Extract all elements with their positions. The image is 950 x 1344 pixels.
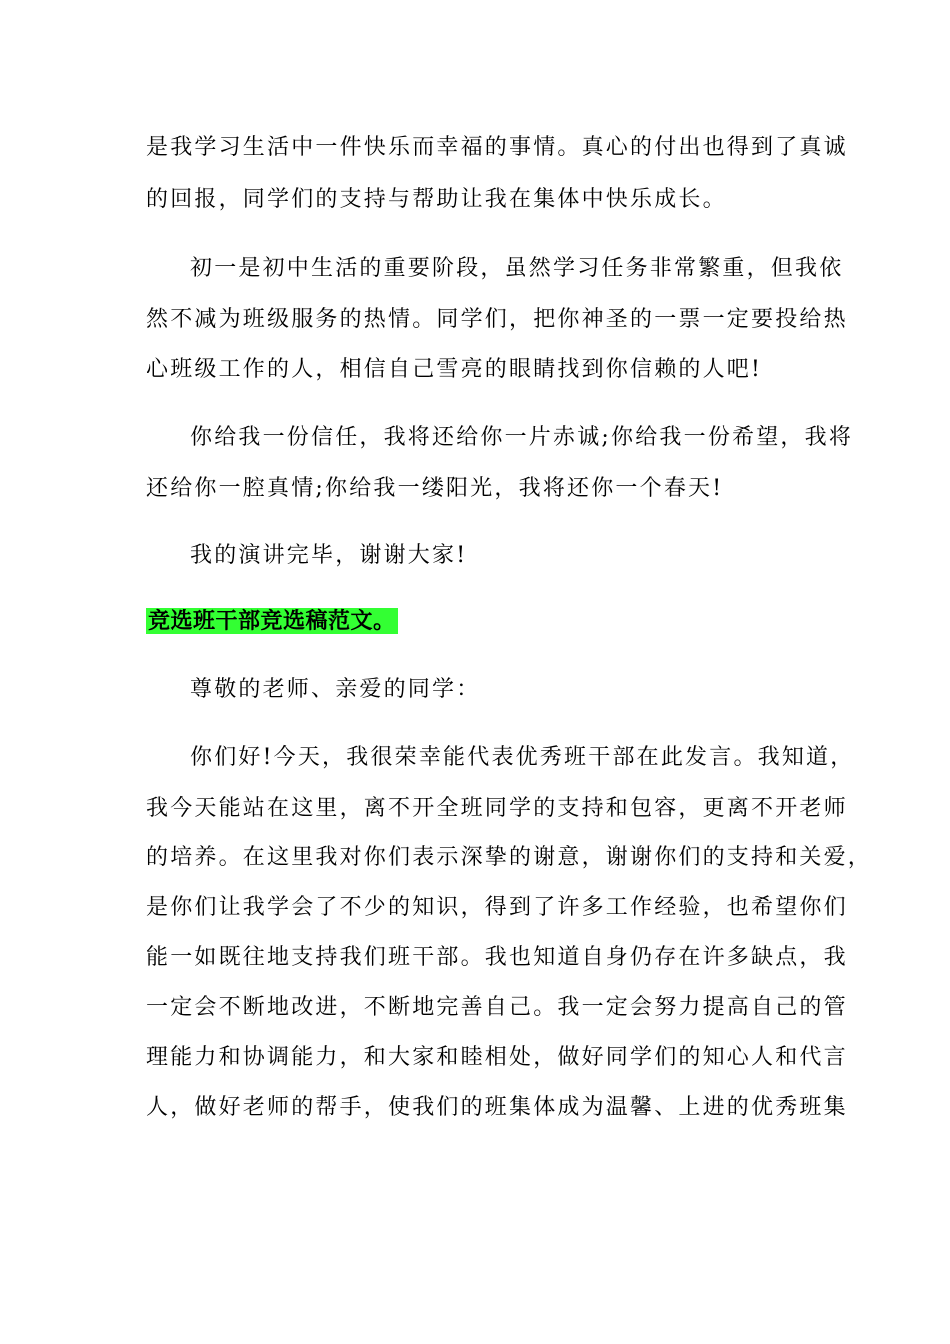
paragraph-line: 是我学习生活中一件快乐而幸福的事情。真心的付出也得到了真诚 (146, 135, 848, 160)
paragraph-line: 你们好!今天，我很荣幸能代表优秀班干部在此发言。我知道， (190, 745, 855, 770)
highlighted-heading-text: 竞选班干部竞选稿范文。 (148, 608, 396, 634)
paragraph-line: 人，做好老师的帮手，使我们的班集体成为温馨、上进的优秀班集 (146, 1095, 848, 1120)
closing-line: 我的演讲完毕，谢谢大家! (190, 543, 468, 568)
paragraph-line: 初一是初中生活的重要阶段，虽然学习任务非常繁重，但我依 (190, 256, 844, 281)
paragraph-line: 我今天能站在这里，离不开全班同学的支持和包容，更离不开老师 (146, 796, 848, 821)
paragraph-line: 心班级工作的人，相信自己雪亮的眼睛找到你信赖的人吧! (146, 357, 763, 382)
section-heading (146, 606, 826, 637)
paragraph-line: 然不减为班级服务的热情。同学们，把你神圣的一票一定要投给热 (146, 307, 848, 332)
paragraph-line: 理能力和协调能力，和大家和睦相处，做好同学们的知心人和代言 (146, 1045, 848, 1070)
paragraph-line: 还给你一腔真情;你给我一缕阳光，我将还你一个春天! (146, 476, 724, 501)
salutation-line: 尊敬的老师、亲爱的同学： (190, 677, 481, 702)
paragraph-line: 是你们让我学会了不少的知识，得到了许多工作经验，也希望你们 (146, 895, 848, 920)
paragraph-line: 的培养。在这里我对你们表示深挚的谢意，谢谢你们的支持和关爱， (146, 845, 873, 870)
paragraph-line: 的回报，同学们的支持与帮助让我在集体中快乐成长。 (146, 187, 727, 212)
paragraph-line: 能一如既往地支持我们班干部。我也知道自身仍存在许多缺点，我 (146, 945, 848, 970)
paragraph-line: 你给我一份信任，我将还给你一片赤诚;你给我一份希望，我将 (190, 425, 854, 450)
paragraph-line: 一定会不断地改进，不断地完善自己。我一定会努力提高自己的管 (146, 995, 848, 1020)
